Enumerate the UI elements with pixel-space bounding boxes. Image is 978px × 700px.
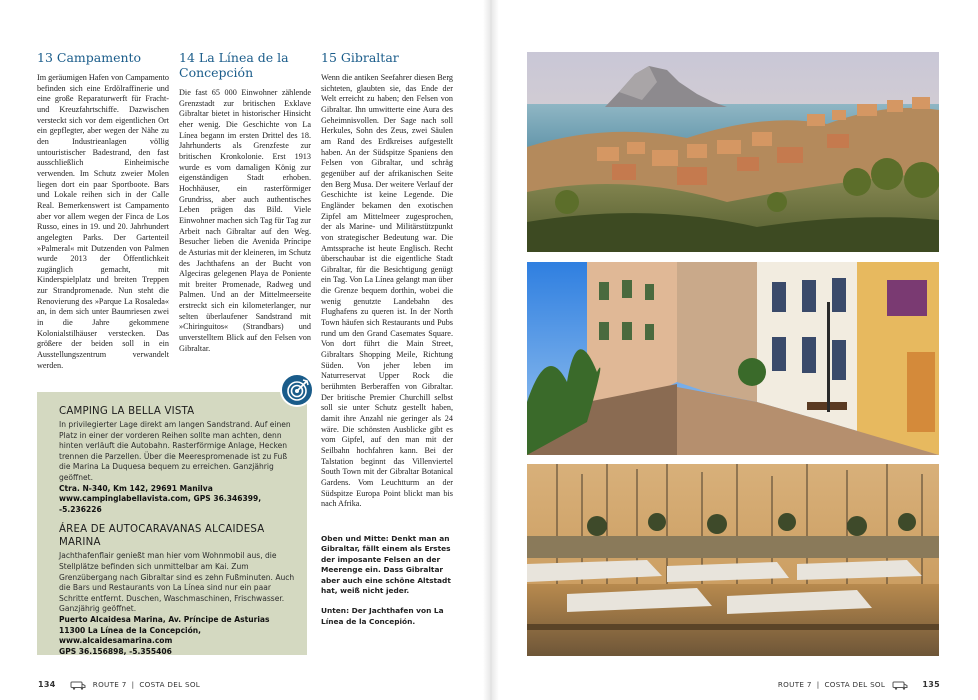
target-icon — [280, 373, 314, 407]
section-number: 14 — [179, 50, 195, 65]
section-heading — [321, 50, 453, 65]
camper-van-icon — [70, 681, 86, 690]
section-heading — [179, 50, 311, 80]
route-label: ROUTE 7 — [92, 680, 127, 689]
page-number: 135 — [922, 680, 940, 689]
campsite-city-web: 11300 La Línea de la Concepción, www.alcaidesamarina.com — [59, 625, 202, 646]
campsite-infobox — [37, 392, 307, 655]
section-heading — [37, 50, 169, 65]
page-gutter — [483, 0, 499, 700]
route-label: ROUTE 7 — [777, 680, 812, 689]
caption-bottom: Unten: Der Jachthafen von La Línea de la Concepión. — [321, 606, 444, 626]
section-la-linea — [179, 50, 311, 354]
section-number: 13 — [37, 50, 53, 65]
photo-marina-sunset — [527, 464, 939, 656]
photo-captions — [321, 534, 453, 627]
section-title: Gibraltar — [340, 50, 399, 65]
section-campamento — [37, 50, 169, 371]
section-gibraltar — [321, 50, 453, 637]
campsite-address: Ctra. N-340, Km 142, 29691 Manilva — [59, 483, 213, 493]
campsite-title: CAMPING LA BELLA VISTA — [59, 406, 195, 417]
photo-gibraltar-rock — [527, 52, 939, 252]
footer-left: 134 ROUTE 7 | COSTA DEL SOL — [38, 680, 201, 689]
section-title: Campamento — [56, 50, 142, 65]
footer-right: ROUTE 7 | COSTA DEL SOL 135 — [777, 680, 940, 689]
campsite-title: ÁREA DE AUTOCARAVANAS ALCAIDESA MARINA — [59, 524, 265, 549]
page-number: 134 — [38, 680, 56, 689]
campsite-description: In privilegierter Lage direkt am langen Sandstrand. Auf einen Platz in einer der vorderen Reihen sollte man achten, denn hinten verläuft die Autobahn. Rasterförmige Anlage, Hecken trennen die Parzellen. Über die Meerespromenade ist zu Fuß die Marina La Duquesa bequem zu erreichen. Ganzjährig geöffnet. — [59, 420, 291, 482]
camper-van-icon — [892, 681, 908, 690]
photo-old-town-street — [527, 262, 939, 455]
section-body: Wenn die antiken Seefahrer diesen Berg sichteten, glaubten sie, das Ende der Welt erreicht zu haben; den Felsen von Gibraltar. Ihn umwitterte eine Aura des Geheimnisvollen. Der Sage nach soll Herkules, Sohn des Zeus, zwei Säulen am Rand des Erdkreises aufgestellt haben. An der Südspitze Spaniens den Felsen von Gibraltar, und schräg gegenüber auf der afrikanischen Seite den Berg Musa. Der weitere Verlauf der Geschichte ist keine Legende. Die Engländer bekamen den exotischen Zipfel am Mittelmeer zugesprochen, der als Marine- und Militärstützpunkt von strategischer Bedeutung war. Die Amtssprache ist heute Englisch. Recht überschaubar ist die eigentliche Stadt Gibraltar, für die Besichtigung genügt ein Tag. Von La Línea gelangt man über die Grenze bequem dorthin, wobei die wenig genutzte Landebahn des Flughafens zu queren ist. In der North Town häufen sich Restaurants und Pubs rund um den Grand Casemates Square. Von dort führt die Main Street, Gibraltars Shopping Meile, Richtung Süden. Von jeher leben im Naturreservat Upper Rock die berühmten Berberaffen von Gibraltar. Der britische Premier Churchill selbst soll sie unter Schutz gestellt haben, damit ihre Anzahl nie geringer als 24 wäre. Die schönsten Ausblicke gibt es vom Gipfel, auf den man mit der Seilbahn hochfahren kann. Bei der Talstation beginnt das Villenviertel South Town mit der Gibraltar Botanical Gardens. Vom Leuchtturm an der Südspitze Europa Point blickt man bis nach Afrika. — [321, 73, 453, 509]
region-label: COSTA DEL SOL — [824, 680, 886, 689]
section-number: 15 — [321, 50, 337, 65]
section-title: La Línea de la Concepción — [179, 50, 289, 80]
section-body: Im geräumigen Hafen von Campamento befinden sich eine Erdölraffinerie und eine große Reparaturwerft für Fracht- und Kreuzfahrtschiffe. Dazwischen versteckt sich vor dem eigentlichen Ort ein gepflegter, aber wegen der Nähe zu den Industrieanlagen völlig untouristischer Badestrand, den fast ausschließlich Einheimische verwenden. Im Schutz zweier Molen liegen dort ein paar Sportboote. Bars und Lokale reihen sich in der Calle Real. Bemerkenswert ist Campamento aber vor allem wegen der Finca de Los Russo, eines in 19. und 20. Jahrhundert angelegten Parks. Der Gartenteil »Palmeral« mit Dutzenden von Palmen wurde 2013 der Öffentlichkeit zugänglich gemacht, mit Kinderspielplatz und breiten Treppen zur Strandpromenade. Nun steht die Renovierung des »Parque La Rosaleda« an, in dem sich unter Baumriesen zwei in die Jahre gekommene Kolonialstilhäuser verstecken. Das größere der beiden soll in ein Ausstellungszentrum verwandelt werden. — [37, 73, 169, 370]
campsite-description: Jachthafenflair genießt man hier vom Wohnmobil aus, die Stellplätze befinden sich unmittelbar am Kai. Zum Grenzübergang nach Gibraltar sind es zehn Fußminuten. Auch die Bars und Restaurants von La Línea sind nur ein paar Schritte entfernt. Duschen, Waschmaschinen, Frischwasser. Ganzjährig geöffnet. — [59, 551, 295, 614]
region-label: COSTA DEL SOL — [139, 680, 201, 689]
section-body: Die fast 65 000 Einwohner zählende Grenzstadt zur britischen Exklave Gibraltar bietet in historischer Hinsicht eher wenig. Die Geschichte von La Línea begann im ersten Drittel des 18. Jahrhunderts als Grenzfeste zur britischen Kronkolonie. Erst 1913 wurde es vom damaligen König zur eigenständigen Stadt erhoben. Hochhäuser, ein rasterförmiger Grundriss, aber auch authentisches Leben prägen das Bild. Viele Einwohner machen sich Tag für Tag zur Arbeit nach Gibraltar auf den Weg. Besucher lieben die Avenida Príncipe de Asturias mit der kleineren, im Schutz des Jachthafens an der Bucht von Algeciras gelegenen Playa de Poniente mit breiter Promenade, Radweg und Palmen. Und an der Mittelmeerseite erstreckt sich ein kilometerlanger, nur selten überlaufener Sandstrand mit »Chiringuitos« (Strandbars) und unverstelltem Blick auf den Felsen von Gibraltar. — [179, 88, 311, 353]
caption-top: Oben und Mitte: Denkt man an Gibraltar, fällt einem als Erstes der imposante Felsen an der Meerenge ein. Dass Gibraltar aber auch eine schöne Altstadt hat, weiß nicht jeder. — [321, 533, 451, 595]
campsite-address: Puerto Alcaidesa Marina, Av. Príncipe de Asturias — [59, 614, 270, 624]
campsite-web-gps: www.campinglabellavista.com, GPS 36.346399, -5.236226 — [59, 494, 262, 514]
campsite-gps: GPS 36.156898, -5.355406 — [59, 646, 172, 656]
